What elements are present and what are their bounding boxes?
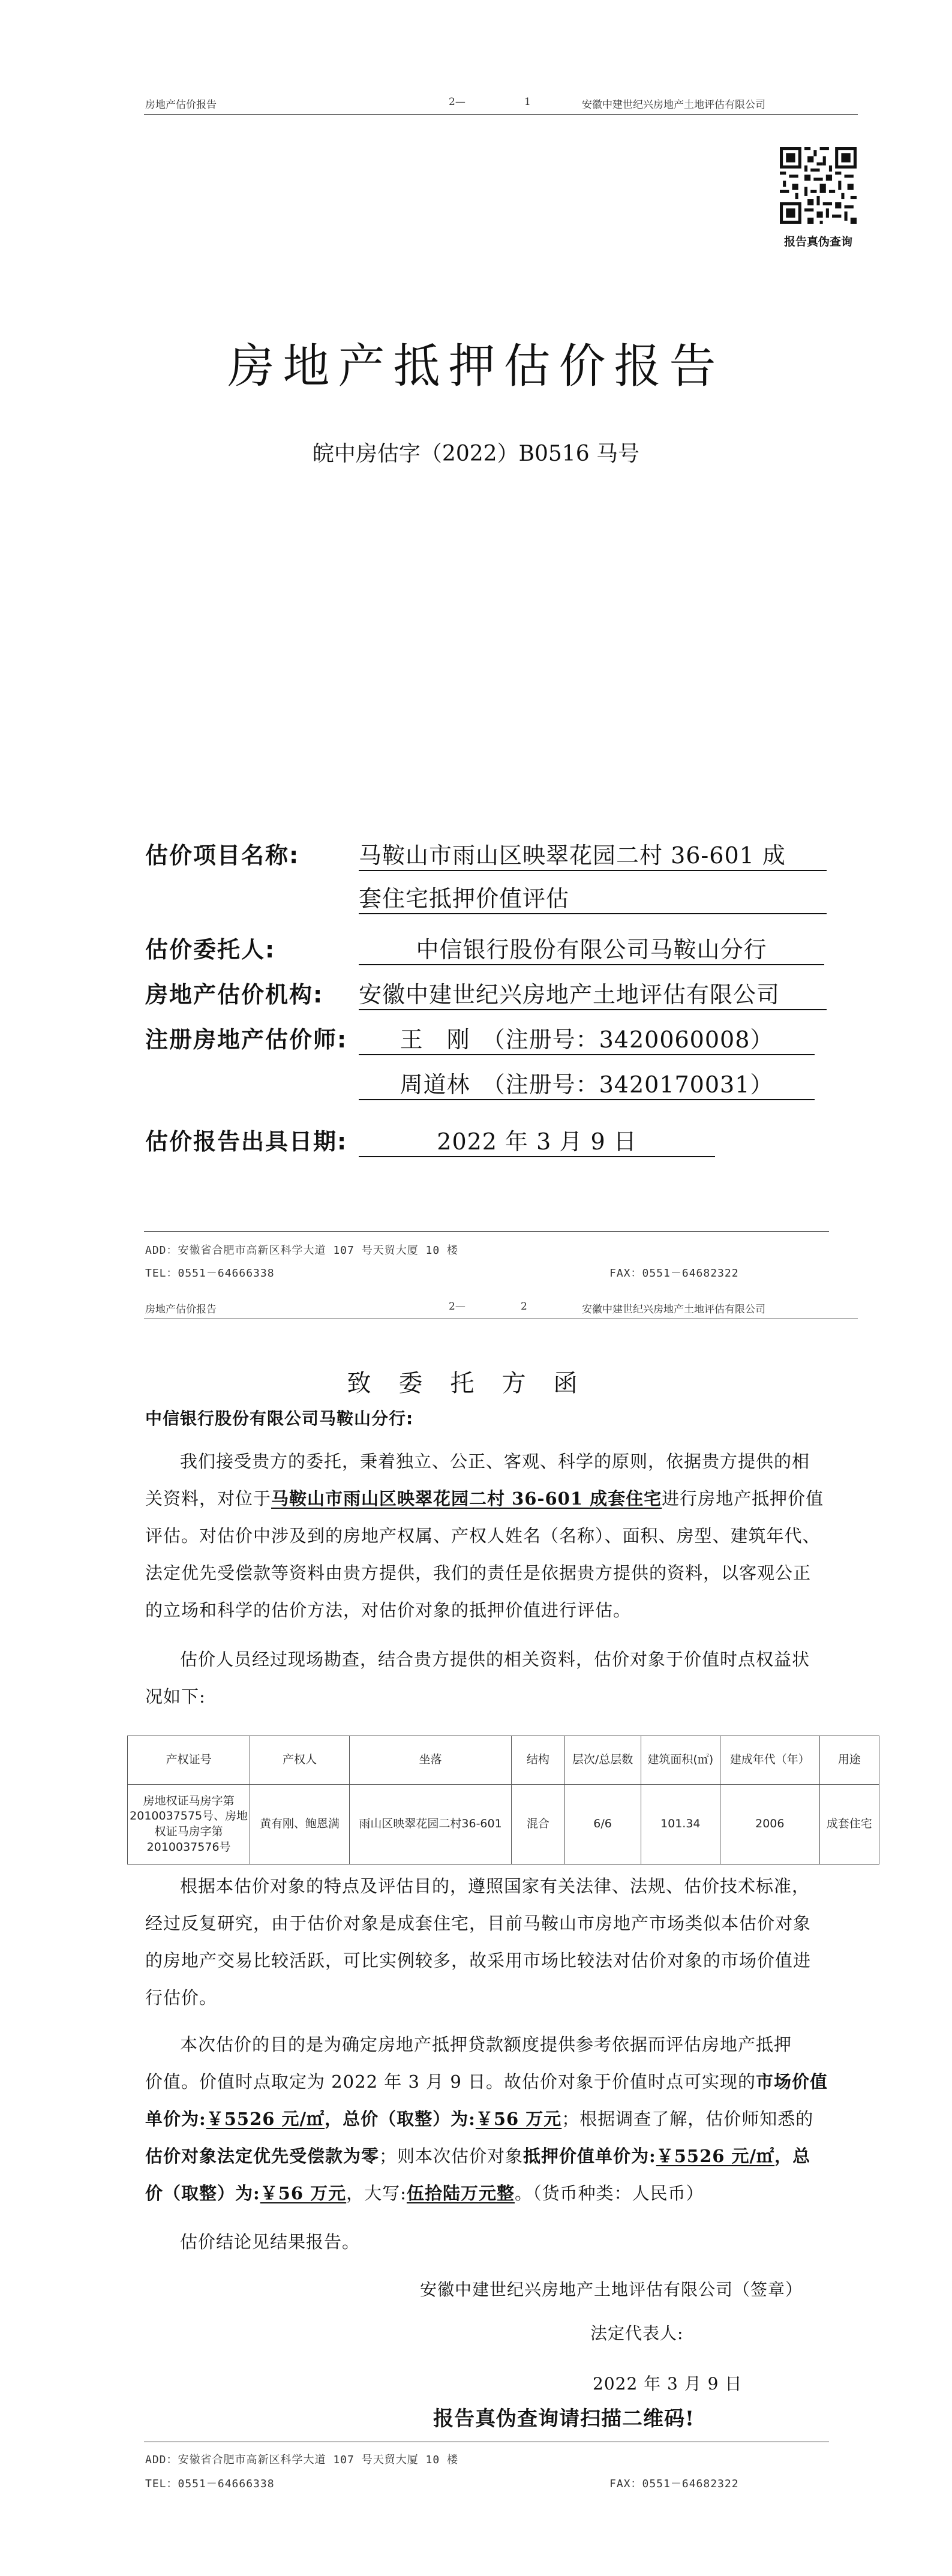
para1-property-address: 马鞍山市雨山区映翠花园二村 36-601 成套住宅 [271,1488,662,1509]
report-number: 皖中房估字（2022）B0516 马号 [312,442,640,466]
table-cell: 成套住宅 [819,1785,879,1865]
table-cell: 雨山区映翠花园二村36-601 [349,1785,511,1865]
para2-line1: 估价人员经过现场勘查，结合贵方提供的相关资料，估价对象于价值时点权益状 [180,1649,810,1670]
para1-line2-a: 关资料，对位于 [145,1488,272,1509]
para4-line1: 本次估价的目的是为确定房地产抵押贷款额度提供参考依据而评估房地产抵押 [180,2034,792,2055]
table-cell: 混合 [512,1785,564,1865]
para4-line4 [145,2148,810,2165]
client-label: 估价委托人: [145,936,276,963]
letter-addressee: 中信银行股份有限公司马鞍山分行: [145,1409,414,1428]
table-header-cell: 结构 [512,1736,564,1785]
table-cell: 2006 [720,1785,820,1865]
page1-header-rule [144,114,858,115]
para1-line4: 法定优先受偿款等资料由贵方提供，我们的责任是依据贵方提供的资料，以客观公正 [145,1563,812,1583]
para3-line1: 根据本估价对象的特点及评估目的，遵照国家有关法律、法规、估价技术标准， [180,1876,810,1896]
page1-footer-fax: FAX：0551－64682322 [609,1267,739,1280]
para4-line3 [145,2110,813,2128]
project-name-value-line2: 套住宅抵押价值评估 [359,880,827,914]
signing-date: 2022 年 3 月 9 日 [593,2374,743,2394]
report-date-value: 2022 年 3 月 9 日 [359,1123,715,1157]
project-name-value-line1: 马鞍山市雨山区映翠花园二村 36-601 成 [359,837,827,871]
mortgage-unit-price-label: 抵押价值单价为: [523,2146,656,2166]
page2-footer-tel: TEL：0551－64666338 [145,2478,275,2490]
unit-price-label: 单价为: [145,2109,206,2129]
page1-header-left: 房地产估价报告 [145,99,217,111]
page2-header-left: 房地产估价报告 [145,1304,217,1316]
page2-header-page-number: 2 [521,1301,527,1313]
para4-line2 [145,2073,828,2091]
para4-line2-a: 价值。价值时点取定为 2022 年 3 月 9 日。故估价对象于价值时点可实现的 [145,2071,756,2092]
para3-line2: 经过反复研究，由于估价对象是成套住宅，目前马鞍山市房地产市场类似本估价对象 [145,1913,812,1933]
table-header-row [128,1736,879,1785]
client-value: 中信银行股份有限公司马鞍山分行 [359,931,824,965]
report-title: 房地产抵押估价报告 [227,340,725,394]
table-row [128,1785,879,1865]
qr-verify-prompt: 报告真伪查询请扫描二维码! [433,2407,695,2431]
table-header-cell: 层次/总层数 [564,1736,641,1785]
appraisal-org-label: 房地产估价机构: [145,981,324,1008]
table-header-cell: 产权证号 [128,1736,250,1785]
signing-company: 安徽中建世纪兴房地产土地评估有限公司（签章） [420,2280,803,2299]
appraisal-org-value: 安徽中建世纪兴房地产土地评估有限公司 [359,976,827,1010]
para4-line4-b: ；则本次估价对象 [379,2146,524,2166]
qr-code-icon[interactable] [780,147,857,224]
conclusion-note: 估价结论见结果报告。 [180,2232,361,2252]
table-cell: 6/6 [564,1785,641,1865]
table-header-cell: 建筑面积(㎡) [641,1736,720,1785]
para1-line2 [145,1490,824,1508]
para4-line5 [145,2185,704,2202]
page1-footer-tel: TEL：0551－64666338 [145,1267,275,1280]
market-total-price: ￥56 万元 [475,2109,562,2129]
page2-header-page-prefix: 2— [449,1301,466,1313]
para1-line5: 的立场和科学的估价方法，对估价对象的抵押价值进行评估。 [145,1600,632,1620]
appraiser-1: 王 刚 （注册号：3420060008） [359,1021,815,1055]
appraiser-2: 周道林 （注册号：3420170031） [359,1066,815,1100]
letter-title: 致委托方函 [347,1370,605,1397]
capital-amount: 伍拾陆万元整 [406,2183,515,2203]
para4-line3-e: ；根据调查了解，估价师知悉的 [561,2109,814,2129]
report-date-label: 估价报告出具日期: [145,1128,348,1155]
para1-line3: 评估。对估价中涉及到的房地产权属、产权人姓名（名称）、面积、房型、建筑年代、 [145,1526,821,1546]
page2-footer-address: ADD：安徽省合肥市高新区科学大道 107 号天贸大厦 10 楼 [145,2454,459,2466]
priority-claims: 估价对象法定优先受偿款为零 [145,2146,380,2166]
mortgage-total-price: ￥56 万元 [260,2183,347,2203]
table-cell: 101.34 [641,1785,720,1865]
total-price-label: ，总价（取整）为: [325,2109,476,2129]
page1-header-page-prefix: 2— [449,96,466,108]
qr-caption: 报告真伪查询 [783,235,852,248]
page1-header-right: 安徽中建世纪兴房地产土地评估有限公司 [582,99,765,111]
page1-footer-rule [144,1231,829,1232]
para3-line3: 的房地产交易比较活跃，可比实例较多，故采用市场比较法对估价对象的市场价值进 [145,1950,812,1971]
page1-header-page-number: 1 [524,96,531,108]
property-table [127,1736,879,1865]
table-header-cell: 产权人 [250,1736,350,1785]
para2-line2: 况如下: [145,1686,206,1707]
legal-representative-label: 法定代表人: [590,2323,684,2343]
table-header-cell: 用途 [819,1736,879,1785]
table-header-cell: 坐落 [349,1736,511,1785]
table-cell: 房地权证马房字第2010037575号、房地权证马房字第2010037576号 [128,1785,250,1865]
page2-footer-fax: FAX：0551－64682322 [609,2478,739,2490]
para1-line1: 我们接受贵方的委托，秉着独立、公正、客观、科学的原则，依据贵方提供的相 [180,1451,810,1472]
project-name-label: 估价项目名称: [145,842,300,869]
para3-line4: 行估价。 [145,1987,218,2008]
table-header-cell: 建成年代（年） [720,1736,820,1785]
para1-line2-c: 进行房地产抵押价值 [662,1488,824,1509]
market-value-label: 市场价值 [756,2071,828,2092]
market-unit-price: ￥5526 元/㎡ [206,2109,325,2129]
mortgage-total-label: 价（取整）为: [145,2183,260,2203]
table-cell: 黄有刚、鲍恩满 [250,1785,350,1865]
currency-note: 。（货币种类：人民币） [514,2183,704,2203]
page2-header-right: 安徽中建世纪兴房地产土地评估有限公司 [582,1304,765,1316]
appraiser-label: 注册房地产估价师: [145,1026,348,1053]
para4-line4-e: ，总 [774,2146,811,2166]
capital-label: ，大写: [346,2183,407,2203]
mortgage-unit-price: ￥5526 元/㎡ [656,2146,775,2166]
page1-footer-address: ADD：安徽省合肥市高新区科学大道 107 号天贸大厦 10 楼 [145,1244,459,1257]
